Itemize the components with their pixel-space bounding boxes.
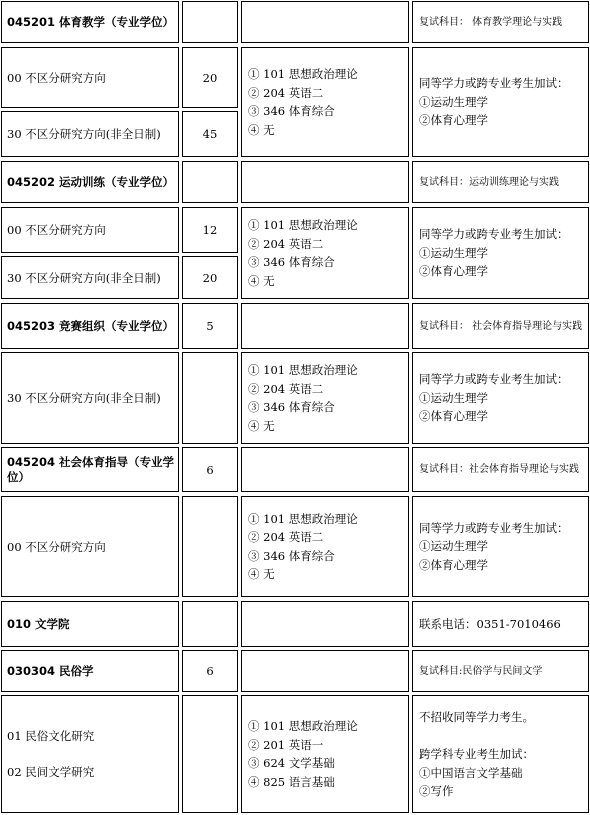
program-cell	[1, 161, 179, 203]
quota-cell	[182, 601, 238, 647]
exam-item: ② 204 英语二	[248, 530, 324, 544]
exam-subjects-cell	[241, 47, 409, 157]
extra-item: 同等学力或跨专业考生加试：	[419, 227, 569, 242]
extra-item: 同等学力或跨专业考生加试：	[419, 372, 569, 387]
extra-item: ①运动生理学	[419, 245, 488, 260]
exam-item: ③ 346 体育综合	[248, 400, 335, 414]
exam-cell	[241, 303, 409, 349]
extra-item: ②体育心理学	[419, 409, 488, 424]
quota-value: 5	[206, 319, 214, 333]
quota-cell	[182, 496, 238, 597]
direction-cell	[1, 111, 179, 157]
program-name: 045203 竞赛组织（专业学位）	[7, 318, 175, 333]
extra-exam-cell	[412, 47, 589, 157]
extra-item: ②体育心理学	[419, 264, 488, 279]
extra-exam-cell	[412, 695, 589, 813]
note-cell	[412, 601, 589, 647]
extra-item	[419, 727, 534, 746]
note-text: 复试科目： 社会体育指导理论与实践	[419, 320, 583, 332]
quota-cell	[182, 650, 238, 692]
extra-item: 不招收同等学力考生。	[419, 710, 534, 724]
extra-item: ①运动生理学	[419, 539, 488, 554]
exam-cell	[241, 650, 409, 692]
exam-item: ④ 无	[248, 418, 275, 433]
note-text: 复试科目：运动训练理论与实践	[419, 176, 559, 188]
exam-item: ② 204 英语二	[248, 85, 324, 100]
exam-subjects-cell	[241, 352, 409, 444]
extra-exam-cell	[412, 496, 589, 597]
program-name: 010 文学院	[7, 616, 70, 631]
exam-item: ① 101 思想政治理论	[248, 67, 358, 81]
direction-name: 00 不区分研究方向	[7, 70, 106, 85]
quota-cell	[182, 352, 238, 444]
exam-subjects-cell	[241, 207, 409, 299]
direction-cell	[1, 496, 179, 597]
exam-item: ③ 346 体育综合	[248, 104, 335, 118]
program-cell	[1, 447, 179, 492]
direction-name: 30 不区分研究方向(非全日制)	[7, 391, 161, 405]
quota-cell	[182, 1, 238, 43]
program-cell	[1, 601, 179, 647]
exam-item: ③ 346 体育综合	[248, 548, 335, 563]
quota-cell	[182, 695, 238, 813]
note-text: 复试科目:民俗学与民间文学	[419, 665, 543, 677]
exam-item: ② 204 英语二	[248, 236, 324, 251]
exam-item: ① 101 思想政治理论	[248, 511, 358, 526]
quota-cell	[182, 47, 238, 108]
extra-item: ①中国语言文学基础	[419, 765, 523, 780]
program-cell	[1, 303, 179, 349]
program-name: 030304 民俗学	[7, 663, 94, 678]
direction-name: 00 不区分研究方向	[7, 223, 106, 237]
quota-value: 20	[202, 70, 218, 85]
note-cell	[412, 650, 589, 692]
exam-item: ② 201 英语一	[248, 737, 324, 752]
direction-cell	[1, 695, 179, 813]
quota-value: 6	[206, 664, 214, 678]
exam-cell	[241, 1, 409, 43]
program-cell	[1, 1, 179, 43]
direction-name: 01 民俗文化研究	[7, 729, 95, 743]
extra-item: 同等学力或跨专业考生加试：	[419, 76, 569, 91]
direction-cell	[1, 256, 179, 299]
exam-item: ③ 346 体育综合	[248, 255, 335, 269]
extra-item: ①运动生理学	[419, 94, 488, 109]
exam-item: ① 101 思想政治理论	[248, 363, 358, 377]
extra-exam-cell	[412, 207, 589, 299]
extra-item: ①运动生理学	[419, 390, 488, 405]
exam-item: ① 101 思想政治理论	[248, 719, 358, 733]
program-name: 045201 体育教学（专业学位）	[7, 14, 175, 29]
exam-subjects-cell	[241, 695, 409, 813]
exam-cell	[241, 601, 409, 647]
note-cell	[412, 303, 589, 349]
direction-name: 30 不区分研究方向(非全日制)	[7, 270, 161, 285]
direction-name: 00 不区分研究方向	[7, 539, 106, 554]
contact-phone: 联系电话：0351-7010466	[419, 617, 561, 631]
exam-item: ① 101 思想政治理论	[248, 218, 358, 232]
note-text: 复试科目： 体育教学理论与实践	[419, 16, 563, 28]
extra-item: 跨学科专业考生加试：	[419, 747, 534, 761]
note-cell	[412, 161, 589, 203]
direction-cell	[1, 207, 179, 253]
extra-exam-cell	[412, 352, 589, 444]
direction-cell	[1, 352, 179, 444]
direction-name: 30 不区分研究方向(非全日制)	[7, 127, 161, 141]
quota-cell	[182, 256, 238, 299]
exam-item: ② 204 英语二	[248, 381, 324, 396]
quota-cell	[182, 447, 238, 492]
quota-cell	[182, 161, 238, 203]
program-name: 045204 社会体育指导（专业学位）	[7, 454, 175, 484]
direction-name: 02 民间文学研究	[7, 765, 95, 779]
quota-cell	[182, 303, 238, 349]
extra-item: ②体育心理学	[419, 557, 488, 572]
program-cell	[1, 650, 179, 692]
exam-cell	[241, 161, 409, 203]
exam-item: ④ 无	[248, 567, 275, 581]
extra-item: ②体育心理学	[419, 113, 488, 128]
quota-value: 12	[202, 223, 218, 237]
extra-item: 同等学力或跨专业考生加试：	[419, 520, 569, 535]
exam-item: ③ 624 文学基础	[248, 756, 335, 770]
exam-item: ④ 825 语言基础	[248, 774, 335, 789]
extra-item: ②写作	[419, 784, 454, 798]
quota-cell	[182, 111, 238, 157]
note-text: 复试科目：社会体育指导理论与实践	[419, 464, 579, 475]
exam-subjects-cell	[241, 496, 409, 597]
quota-value: 20	[202, 270, 218, 285]
exam-item: ④ 无	[248, 122, 275, 137]
exam-item: ④ 无	[248, 273, 275, 288]
note-cell	[412, 447, 589, 492]
quota-value: 45	[202, 127, 218, 141]
note-cell	[412, 1, 589, 43]
exam-cell	[241, 447, 409, 492]
quota-cell	[182, 207, 238, 253]
program-name: 045202 运动训练（专业学位）	[7, 174, 175, 189]
direction-cell	[1, 47, 179, 108]
quota-value: 6	[206, 462, 214, 477]
